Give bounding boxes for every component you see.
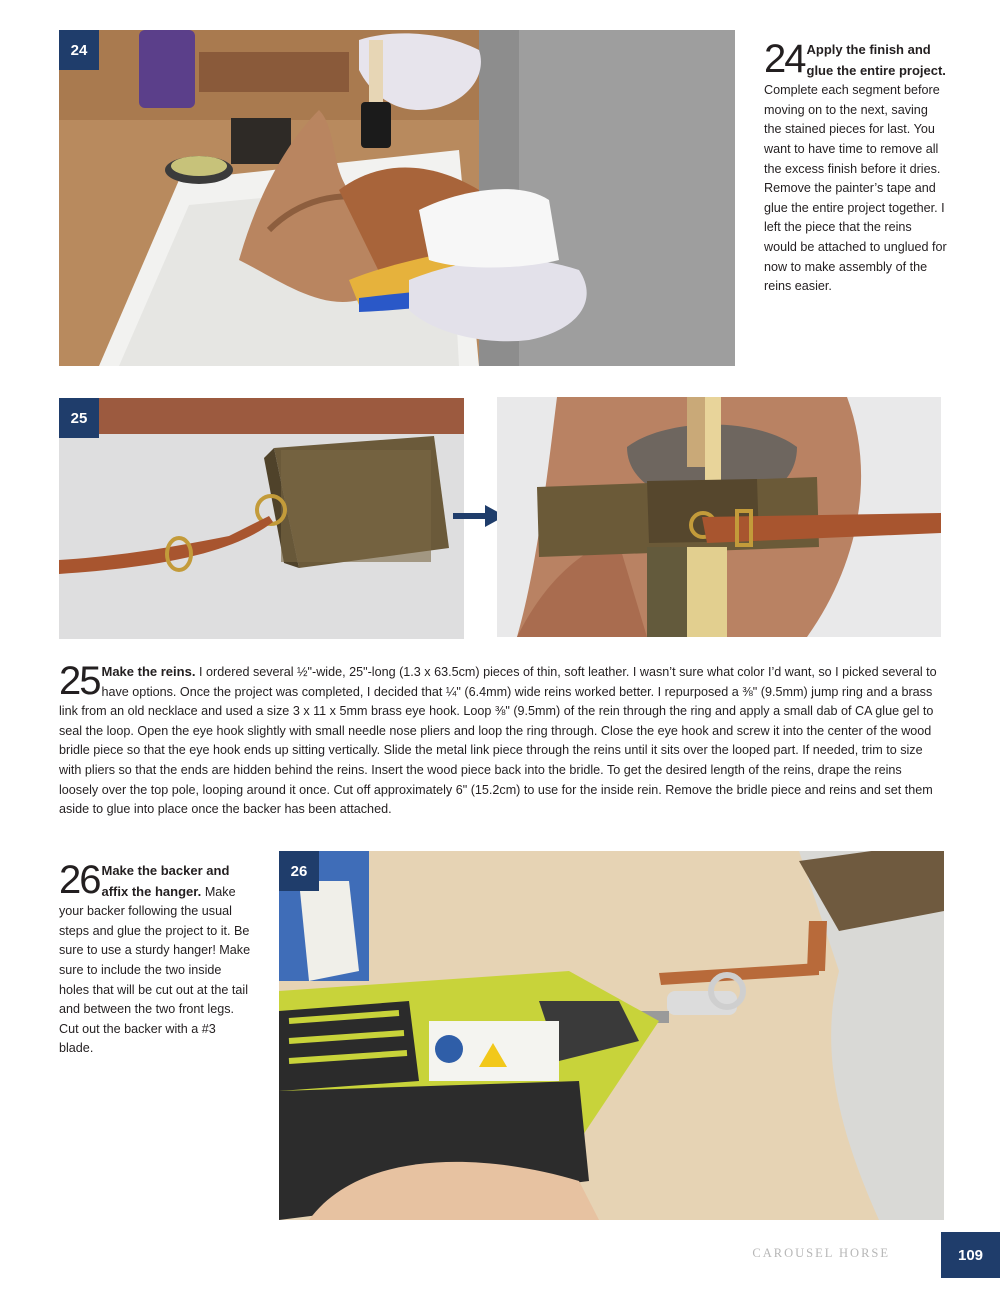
step-badge-26: 26 bbox=[279, 851, 319, 891]
step-25-title: Make the reins. bbox=[101, 664, 200, 679]
step-25-text bbox=[59, 659, 939, 820]
step-24-number: 24 bbox=[764, 37, 805, 81]
photo-step-25-left bbox=[59, 398, 464, 639]
step-badge-25: 25 bbox=[59, 398, 99, 438]
step-24-title: Apply the finish and glue the entire project. bbox=[806, 42, 946, 78]
photo-25-left-illustration bbox=[59, 398, 464, 639]
step-26-number: 26 bbox=[59, 858, 100, 902]
step-26-text bbox=[59, 858, 253, 1059]
photo-step-25-right bbox=[497, 397, 941, 637]
step-25-body: I ordered several ½"-wide, 25"-long (1.3 x 63.5cm) pieces of thin, soft leather. I wasn’t sure what color I’d want, so I picked several to have options. Once the project was completed, I decided that ¼" (6.4mm) wide reins worked better. I repurposed a ⅜" (9.5mm) jump ring and a brass link from an old necklace and used a size 3 x 11 x 5mm brass eye hook. Loop ⅜" (9.5mm) of the rein through the ring and apply a small dab of CA glue gel to seal the loop. Open the eye hook slightly with small needle nose pliers and loop the ring through. Close the eye hook and screw it into the center of the wood bridle piece so that the eye hook ends up sitting vertically. Slide the metal link piece through the reins until it sits over the looped part. If needed, trim to size with pliers so that the ends are hidden behind the reins. Insert the wood piece back into the bridle. To get the desired length of the reins, drape the reins loosely over the top pole, looping around it once. Cut off approximately 6" (15.2cm) to use for the inside rein. Remove the bridle piece and reins and set them aside to glue into place once the backer has been attached. bbox=[59, 665, 937, 817]
step-26-body: Make your backer following the usual steps and glue the project to it. Be sure to use a sturdy hanger! Make sure to include the two inside holes that will be cut out at the tail and between the two front legs. Cut out the backer with a #3 blade. bbox=[59, 884, 251, 1056]
photo-25-right-illustration bbox=[497, 397, 941, 637]
photo-step-24 bbox=[59, 30, 735, 366]
step-badge-24: 24 bbox=[59, 30, 99, 70]
footer-book-title: CAROUSEL HORSE bbox=[752, 1246, 890, 1260]
photo-26-illustration bbox=[279, 851, 944, 1220]
photo-24-illustration bbox=[59, 30, 735, 366]
photo-step-26 bbox=[279, 851, 944, 1220]
step-24-text bbox=[764, 37, 948, 297]
step-25-number: 25 bbox=[59, 659, 100, 703]
page-number: 109 bbox=[941, 1232, 1000, 1278]
step-24-body: Complete each segment before moving on to the next, saving the stained pieces for last. You want to have time to remove all the excess finish before it dries. Remove the painter’s tape and glue the entire project together. I left the piece that the reins would be attached to unglued for now to make assembly of the reins easier. bbox=[764, 83, 947, 294]
step-26-title: Make the backer and affix the hanger. bbox=[101, 863, 230, 899]
